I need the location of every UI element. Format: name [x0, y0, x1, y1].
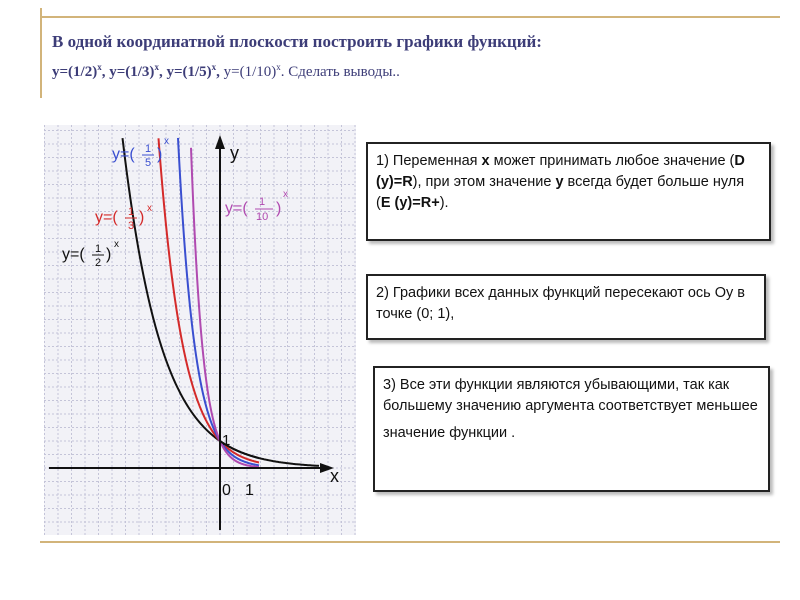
x-tick-label: 1 [245, 482, 254, 499]
label-tenth-den: 10 [256, 211, 269, 223]
label-half-suffix: ) [106, 246, 112, 263]
c1-text-1: 1) Переменная [376, 153, 482, 169]
c1-bold-1: х [481, 153, 490, 169]
exp-fifth: x [211, 62, 217, 72]
subtitle-tail: . Сделать выводы.. [280, 64, 400, 80]
label-tenth-exp: x [283, 189, 288, 200]
c3-line-2: значение функции . [383, 425, 516, 441]
origin-label: 0 [222, 482, 231, 499]
label-tenth-suffix: ) [276, 200, 282, 217]
c1-text-4: всегда будет больше нуля ( [376, 174, 745, 211]
y-axis-label: y [230, 143, 239, 163]
conclusion-box-2: 2) Графики всех данных функций пересекают ось Оу в точке (0; 1), [366, 274, 766, 340]
func-half: y=(1/2) [52, 64, 98, 80]
conclusion-box-1 [366, 142, 771, 241]
exp-tenth: x [276, 62, 281, 72]
function-graph [44, 125, 356, 535]
label-fifth-suffix: ) [157, 146, 163, 163]
page-title: В одной координатной плоскости построить графики функций: [52, 32, 542, 51]
c1-text-5: ). [439, 195, 449, 211]
page-subtitle [52, 56, 772, 83]
label-tenth-num: 1 [259, 196, 266, 208]
bottom-rule [40, 541, 780, 543]
sep-3: , [216, 64, 224, 80]
label-fifth-den: 5 [145, 157, 152, 169]
c1-bold-3: у [555, 174, 564, 190]
label-third-suffix: ) [139, 209, 145, 226]
top-rule [40, 16, 780, 18]
label-half-den: 2 [95, 257, 102, 269]
c1-bold-4: Е (y)=R+ [380, 195, 440, 211]
sep-2: , [158, 64, 167, 80]
c1-text-2: может принимать любое значение ( [489, 153, 735, 169]
label-half-prefix: y=( [62, 246, 85, 263]
func-tenth: y=(1/10) [223, 64, 277, 80]
c1-bold-2: D (y)=R [376, 153, 745, 190]
label-fifth-prefix: y=( [112, 146, 135, 163]
x-axis-label: x [330, 466, 339, 486]
left-rule [40, 8, 42, 98]
func-third: y=(1/3) [109, 64, 155, 80]
conclusion-box-3 [373, 366, 770, 492]
label-fifth-exp: x [164, 136, 169, 147]
func-fifth: y=(1/5) [166, 64, 212, 80]
exp-half: x [97, 62, 102, 72]
label-half-exp: x [114, 239, 119, 250]
label-third-num: 1 [128, 206, 135, 218]
label-third-den: 3 [128, 220, 135, 232]
label-tenth-prefix: y=( [225, 200, 248, 217]
sep-1: , [101, 64, 110, 80]
exp-third: x [154, 62, 159, 72]
label-fifth-num: 1 [145, 143, 152, 155]
label-third-exp: x [147, 203, 152, 214]
c1-text-3: ), при этом значение [412, 174, 556, 190]
c3-line-1: 3) Все эти функции являются убывающими, так как большему значению аргумента соответствует меньшее [383, 377, 758, 414]
label-third-prefix: y=( [95, 209, 118, 226]
label-half-num: 1 [95, 243, 102, 255]
intercept-label: 1 [222, 432, 231, 449]
